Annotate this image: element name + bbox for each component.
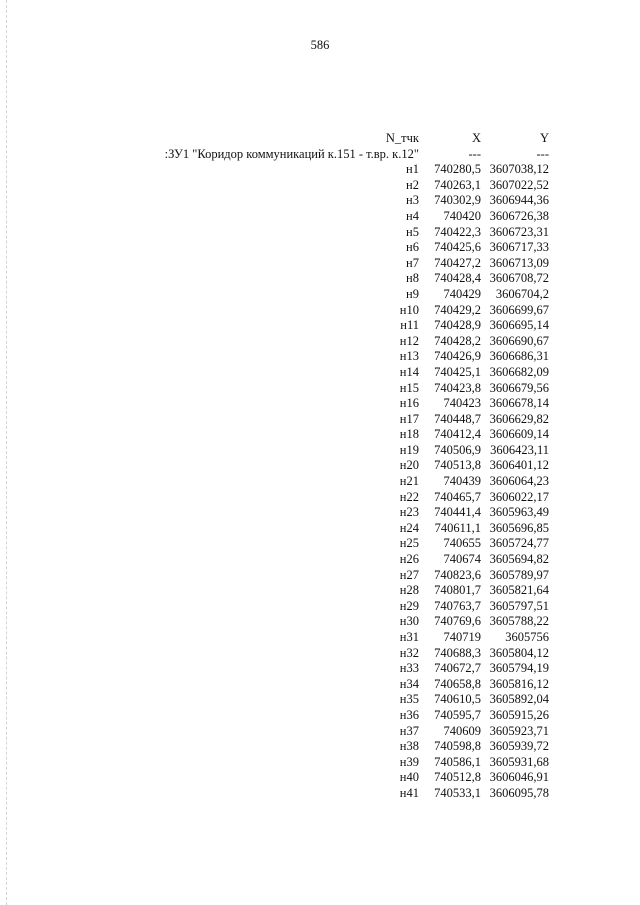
x-cell: 740427,2 <box>434 255 481 270</box>
table-row <box>0 318 640 334</box>
x-cell: 740439 <box>443 474 481 489</box>
x-cell: 740655 <box>443 536 481 551</box>
x-cell: 740441,4 <box>434 505 481 520</box>
header-point-number: N_тчк <box>385 131 419 145</box>
x-cell: 740429,2 <box>434 302 481 317</box>
point-number-cell: н9 <box>406 286 419 301</box>
point-number-cell: н36 <box>399 707 419 722</box>
table-row <box>0 755 640 771</box>
x-cell: 740425,6 <box>434 240 481 255</box>
x-cell: 740280,5 <box>434 162 481 177</box>
table-header-row <box>0 131 640 147</box>
y-cell: 3606695,14 <box>489 318 549 333</box>
x-cell: 740412,4 <box>434 427 481 442</box>
x-cell: 740823,6 <box>434 567 481 582</box>
point-number-cell: н15 <box>399 380 419 395</box>
y-cell: 3606046,91 <box>489 770 549 785</box>
table-row <box>0 240 640 256</box>
table-row <box>0 256 640 272</box>
table-row <box>0 334 640 350</box>
x-cell: 740426,9 <box>434 349 481 364</box>
y-cell: 3606682,09 <box>489 364 549 379</box>
table-row <box>0 630 640 646</box>
point-number-cell: н6 <box>406 240 419 255</box>
y-cell: 3607022,52 <box>489 177 549 192</box>
group-label: :ЗУ1 "Коридор коммуникаций к.151 - т.вр. к.12" <box>164 146 419 161</box>
point-number-cell: н25 <box>399 536 419 551</box>
y-cell: 3606717,33 <box>489 240 549 255</box>
table-row <box>0 708 640 724</box>
point-number-cell: н7 <box>406 255 419 270</box>
y-cell: 3605892,04 <box>489 692 549 707</box>
table-row <box>0 739 640 755</box>
x-cell: 740422,3 <box>434 224 481 239</box>
x-cell: 740302,9 <box>434 193 481 208</box>
point-number-cell: н16 <box>399 396 419 411</box>
y-cell: 3605939,72 <box>489 739 549 754</box>
point-number-cell: н12 <box>399 333 419 348</box>
y-cell: 3606022,17 <box>489 489 549 504</box>
y-cell: 3606423,11 <box>490 442 549 457</box>
table-row <box>0 287 640 303</box>
group-y-placeholder: --- <box>536 146 549 161</box>
point-number-cell: н38 <box>399 739 419 754</box>
point-number-cell: н20 <box>399 458 419 473</box>
table-row <box>0 786 640 802</box>
y-cell: 3606629,82 <box>489 411 549 426</box>
table-row <box>0 568 640 584</box>
y-cell: 3605821,64 <box>489 583 549 598</box>
x-cell: 740769,6 <box>434 614 481 629</box>
table-row <box>0 365 640 381</box>
point-number-cell: н10 <box>399 302 419 317</box>
y-cell: 3606699,67 <box>489 302 549 317</box>
table-row <box>0 692 640 708</box>
y-cell: 3605804,12 <box>489 645 549 660</box>
x-cell: 740611,1 <box>434 520 481 535</box>
header-y: Y <box>539 131 549 145</box>
table-row <box>0 381 640 397</box>
y-cell: 3606609,14 <box>489 427 549 442</box>
x-cell: 740428,2 <box>434 333 481 348</box>
point-number-cell: н39 <box>399 754 419 769</box>
x-cell: 740428,9 <box>434 318 481 333</box>
table-row <box>0 412 640 428</box>
table-row <box>0 661 640 677</box>
x-cell: 740610,5 <box>434 692 481 707</box>
y-cell: 3605794,19 <box>489 661 549 676</box>
point-number-cell: н21 <box>399 474 419 489</box>
y-cell: 3606686,31 <box>489 349 549 364</box>
group-x-placeholder: --- <box>468 146 481 161</box>
y-cell: 3605797,51 <box>489 598 549 613</box>
point-number-cell: н23 <box>399 505 419 520</box>
table-row <box>0 599 640 615</box>
x-cell: 740425,1 <box>434 364 481 379</box>
point-number-cell: н35 <box>399 692 419 707</box>
table-row <box>0 614 640 630</box>
header-x: X <box>471 131 481 145</box>
table-row <box>0 225 640 241</box>
point-number-cell: н3 <box>406 193 419 208</box>
table-body <box>0 162 640 801</box>
y-cell: 3605724,77 <box>489 536 549 551</box>
table-row <box>0 396 640 412</box>
y-cell: 3606690,67 <box>489 333 549 348</box>
point-number-cell: н26 <box>399 552 419 567</box>
x-cell: 740533,1 <box>434 785 481 800</box>
point-number-cell: н14 <box>399 364 419 379</box>
x-cell: 740423 <box>443 396 481 411</box>
table-row <box>0 646 640 662</box>
y-cell: 3606708,72 <box>489 271 549 286</box>
y-cell: 3605931,68 <box>489 754 549 769</box>
point-number-cell: н24 <box>399 520 419 535</box>
point-number-cell: н22 <box>399 489 419 504</box>
table-row <box>0 552 640 568</box>
y-cell: 3606095,78 <box>489 785 549 800</box>
table-group-row <box>0 147 640 163</box>
y-cell: 3606944,36 <box>489 193 549 208</box>
table-row <box>0 536 640 552</box>
x-cell: 740465,7 <box>434 489 481 504</box>
table-row <box>0 271 640 287</box>
point-number-cell: н32 <box>399 645 419 660</box>
point-number-cell: н19 <box>399 442 419 457</box>
table-row <box>0 193 640 209</box>
x-cell: 740513,8 <box>434 458 481 473</box>
point-number-cell: н33 <box>399 661 419 676</box>
table-row <box>0 724 640 740</box>
table-row <box>0 583 640 599</box>
table-row <box>0 443 640 459</box>
x-cell: 740429 <box>443 286 481 301</box>
y-cell: 3605696,85 <box>489 520 549 535</box>
y-cell: 3605816,12 <box>489 676 549 691</box>
x-cell: 740506,9 <box>434 442 481 457</box>
table-row <box>0 162 640 178</box>
table-row <box>0 427 640 443</box>
page-number: 586 <box>310 38 330 52</box>
point-number-cell: н34 <box>399 676 419 691</box>
point-number-cell: н31 <box>399 630 419 644</box>
point-number-cell: н30 <box>399 614 419 629</box>
y-cell: 3607038,12 <box>489 162 549 177</box>
table-row <box>0 505 640 521</box>
x-cell: 740719 <box>443 630 481 644</box>
table-row <box>0 209 640 225</box>
point-number-cell: н27 <box>399 567 419 582</box>
point-number-cell: н41 <box>399 785 419 800</box>
y-cell: 3605789,97 <box>489 567 549 582</box>
x-cell: 740609 <box>443 723 481 738</box>
x-cell: 740420 <box>443 208 481 223</box>
table-row <box>0 303 640 319</box>
point-number-cell: н28 <box>399 583 419 598</box>
x-cell: 740595,7 <box>434 707 481 722</box>
y-cell: 3606726,38 <box>489 208 549 223</box>
x-cell: 740688,3 <box>434 645 481 660</box>
y-cell: 3605694,82 <box>489 552 549 567</box>
table-row <box>0 521 640 537</box>
x-cell: 740598,8 <box>434 739 481 754</box>
point-number-cell: н4 <box>406 208 419 223</box>
x-cell: 740658,8 <box>434 676 481 691</box>
point-number-cell: н40 <box>399 770 419 785</box>
x-cell: 740448,7 <box>434 411 481 426</box>
x-cell: 740263,1 <box>434 177 481 192</box>
point-number-cell: н8 <box>406 271 419 286</box>
table-row <box>0 677 640 693</box>
y-cell: 3606678,14 <box>489 396 549 411</box>
coordinates-table <box>0 131 640 802</box>
point-number-cell: н37 <box>399 723 419 738</box>
point-number-cell: н5 <box>406 224 419 239</box>
y-cell: 3606723,31 <box>489 224 549 239</box>
y-cell: 3606704,2 <box>495 286 549 301</box>
table-row <box>0 490 640 506</box>
y-cell: 3605788,22 <box>489 614 549 629</box>
x-cell: 740801,7 <box>434 583 481 598</box>
x-cell: 740423,8 <box>434 380 481 395</box>
x-cell: 740672,7 <box>434 661 481 676</box>
y-cell: 3605756 <box>505 630 549 644</box>
point-number-cell: н18 <box>399 427 419 442</box>
x-cell: 740763,7 <box>434 598 481 613</box>
table-row <box>0 474 640 490</box>
point-number-cell: н29 <box>399 598 419 613</box>
x-cell: 740512,8 <box>434 770 481 785</box>
x-cell: 740428,4 <box>434 271 481 286</box>
point-number-cell: н1 <box>406 162 419 177</box>
y-cell: 3606064,23 <box>489 474 549 489</box>
point-number-cell: н11 <box>400 318 419 333</box>
x-cell: 740674 <box>443 552 481 567</box>
y-cell: 3606401,12 <box>489 458 549 473</box>
y-cell: 3605963,49 <box>489 505 549 520</box>
table-row <box>0 349 640 365</box>
point-number-cell: н17 <box>399 411 419 426</box>
x-cell: 740586,1 <box>434 754 481 769</box>
y-cell: 3605923,71 <box>489 723 549 738</box>
y-cell: 3606679,56 <box>489 380 549 395</box>
point-number-cell: н2 <box>406 177 419 192</box>
table-row <box>0 770 640 786</box>
y-cell: 3605915,26 <box>489 707 549 722</box>
y-cell: 3606713,09 <box>489 255 549 270</box>
table-row <box>0 458 640 474</box>
table-row <box>0 178 640 194</box>
point-number-cell: н13 <box>399 349 419 364</box>
